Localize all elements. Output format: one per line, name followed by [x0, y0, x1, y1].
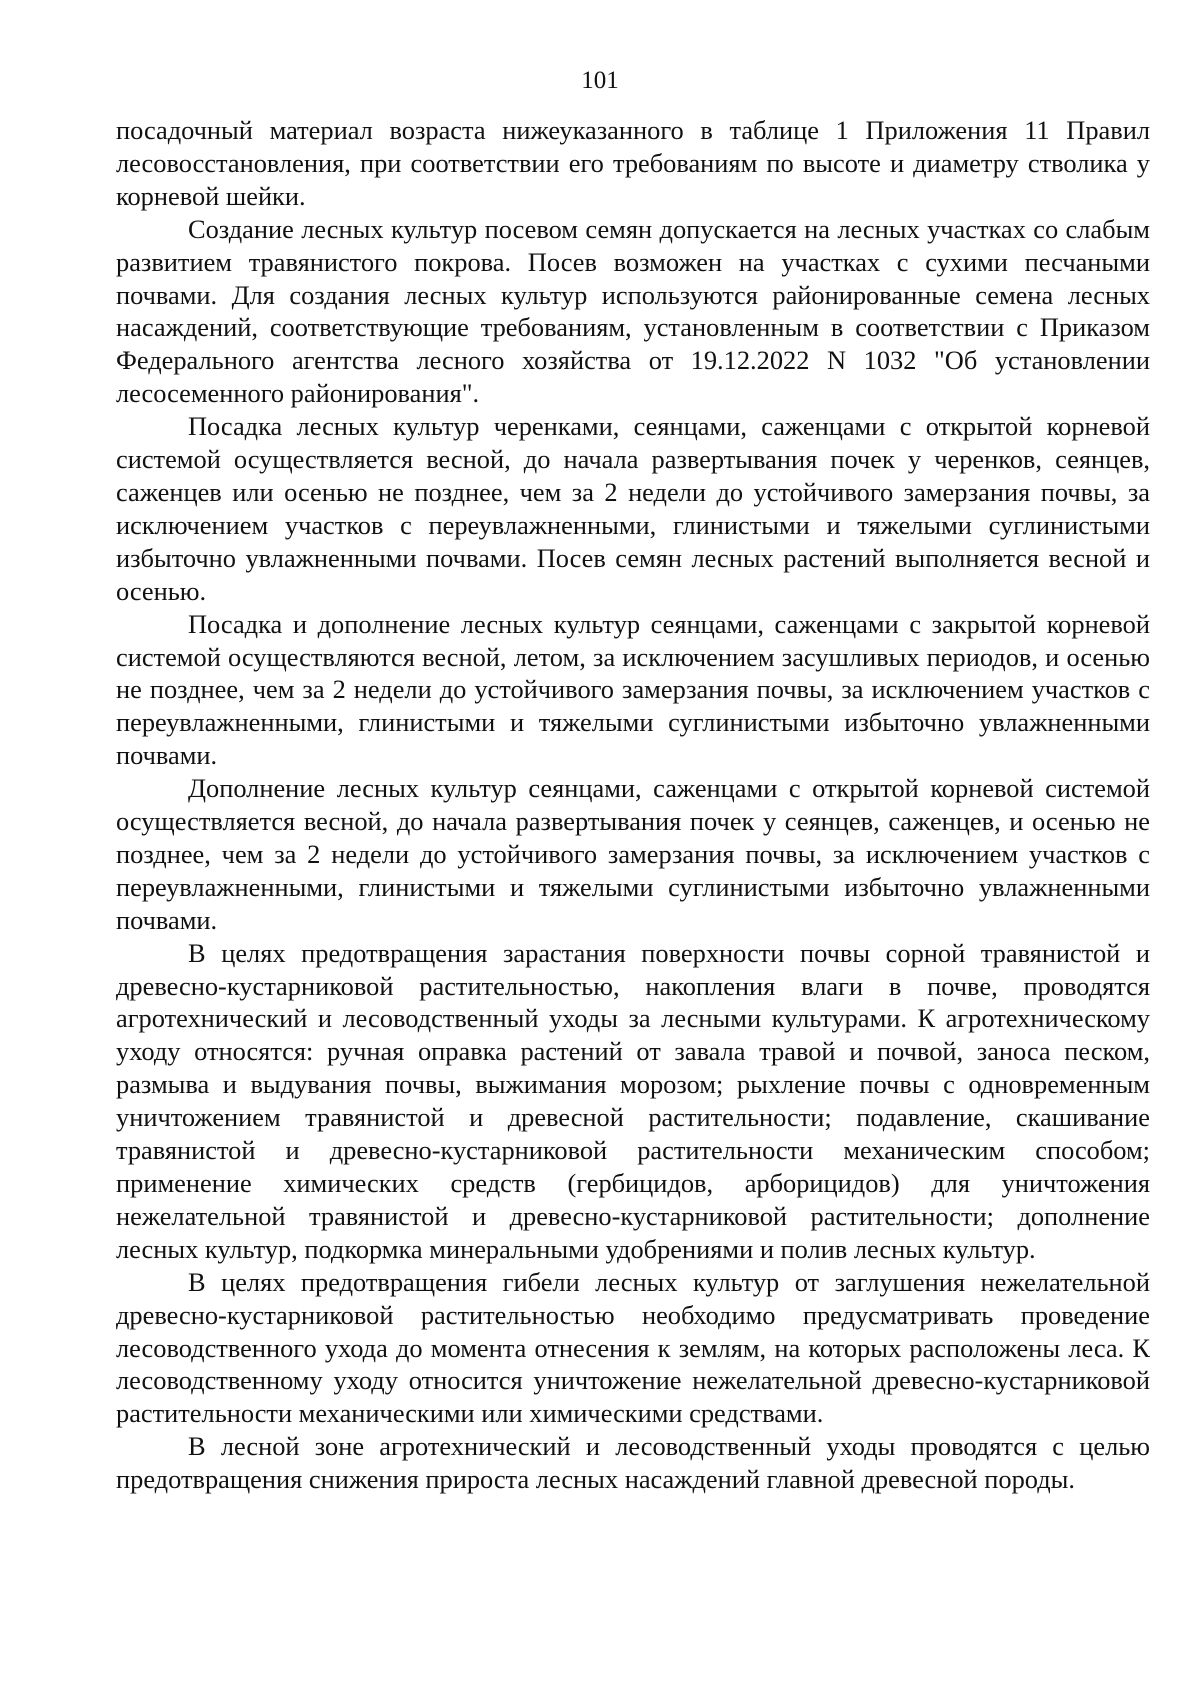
paragraph-8: В лесной зоне агротехнический и лесоводственный уходы проводятся с целью предотвращения снижения прироста лесных насаждений главной древесной породы.: [116, 1431, 1150, 1495]
paragraph-1: посадочный материал возраста нижеуказанного в таблице 1 Приложения 11 Правил лесовосстановления, при соответствии его требованиям по высоте и диаметру стволика у корневой шейки.: [116, 115, 1150, 211]
paragraph-6: В целях предотвращения зарастания поверхности почвы сорной травянистой и древесно-кустарниковой растительностью, накопления влаги в почве, проводятся агротехнический и лесоводственный уходы за лесными культурами. К агротехническому уходу относятся: ручная оправка растений от завала травой и почвой, заноса песком, размыва и выдувания почвы, выжимания морозом; рыхление почвы с одновременным уничтожением травянистой и древесной растительности; подавление, скашивание травянистой и древесно-кустарниковой растительности механическим способом; применение химических средств (гербицидов, арборицидов) для уничтожения нежелательной травянистой и древесно-кустарниковой растительности; дополнение лесных культур, подкормка минеральными удобрениями и полив лесных культур.: [116, 937, 1150, 1264]
paragraph-5: Дополнение лесных культур сеянцами, саженцами с открытой корневой системой осуществляется весной, до начала развертывания почек у сеянцев, саженцев, и осенью не позднее, чем за 2 недели до устойчивого замерзания почвы, за исключением участков с переувлажненными, глинистыми и тяжелыми суглинистыми избыточно увлажненными почвами.: [116, 773, 1150, 935]
page-number: 101: [581, 67, 619, 94]
paragraph-3: Посадка лесных культур черенками, сеянцами, саженцами с открытой корневой системой осуществляется весной, до начала развертывания почек у черенков, сеянцев, саженцев или осенью не позднее, чем за 2 недели до устойчивого замерзания почвы, за исключением участков с переувлажненными, глинистыми и тяжелыми суглинистыми избыточно увлажненными почвами. Посев семян лесных растений выполняется весной и осенью.: [116, 411, 1150, 606]
paragraph-4: Посадка и дополнение лесных культур сеянцами, саженцами с закрытой корневой системой осуществляются весной, летом, за исключением засушливых периодов, и осенью не позднее, чем за 2 недели до устойчивого замерзания почвы, за исключением участков с переувлажненными, глинистыми и тяжелыми суглинистыми избыточно увлажненными почвами.: [116, 608, 1150, 771]
paragraph-7: В целях предотвращения гибели лесных культур от заглушения нежелательной древесно-кустарниковой растительностью необходимо предусматривать проведение лесоводственного ухода до момента отнесения к землям, на которых расположены леса. К лесоводственному уходу относится уничтожение нежелательной древесно-кустарниковой растительности механическими или химическими средствами.: [116, 1266, 1150, 1429]
document-body: [116, 114, 1150, 1496]
paragraph-2: Создание лесных культур посевом семян допускается на лесных участках со слабым развитием травянистого покрова. Посев возможен на участках с сухими песчаными почвами. Для создания лесных культур используются районированные семена лесных насаждений, соответствующие требованиям, установленным в соответствии с Приказом Федерального агентства лесного хозяйства от 19.12.2022 N 1032 "Об установлении лесосеменного районирования".: [116, 213, 1150, 409]
